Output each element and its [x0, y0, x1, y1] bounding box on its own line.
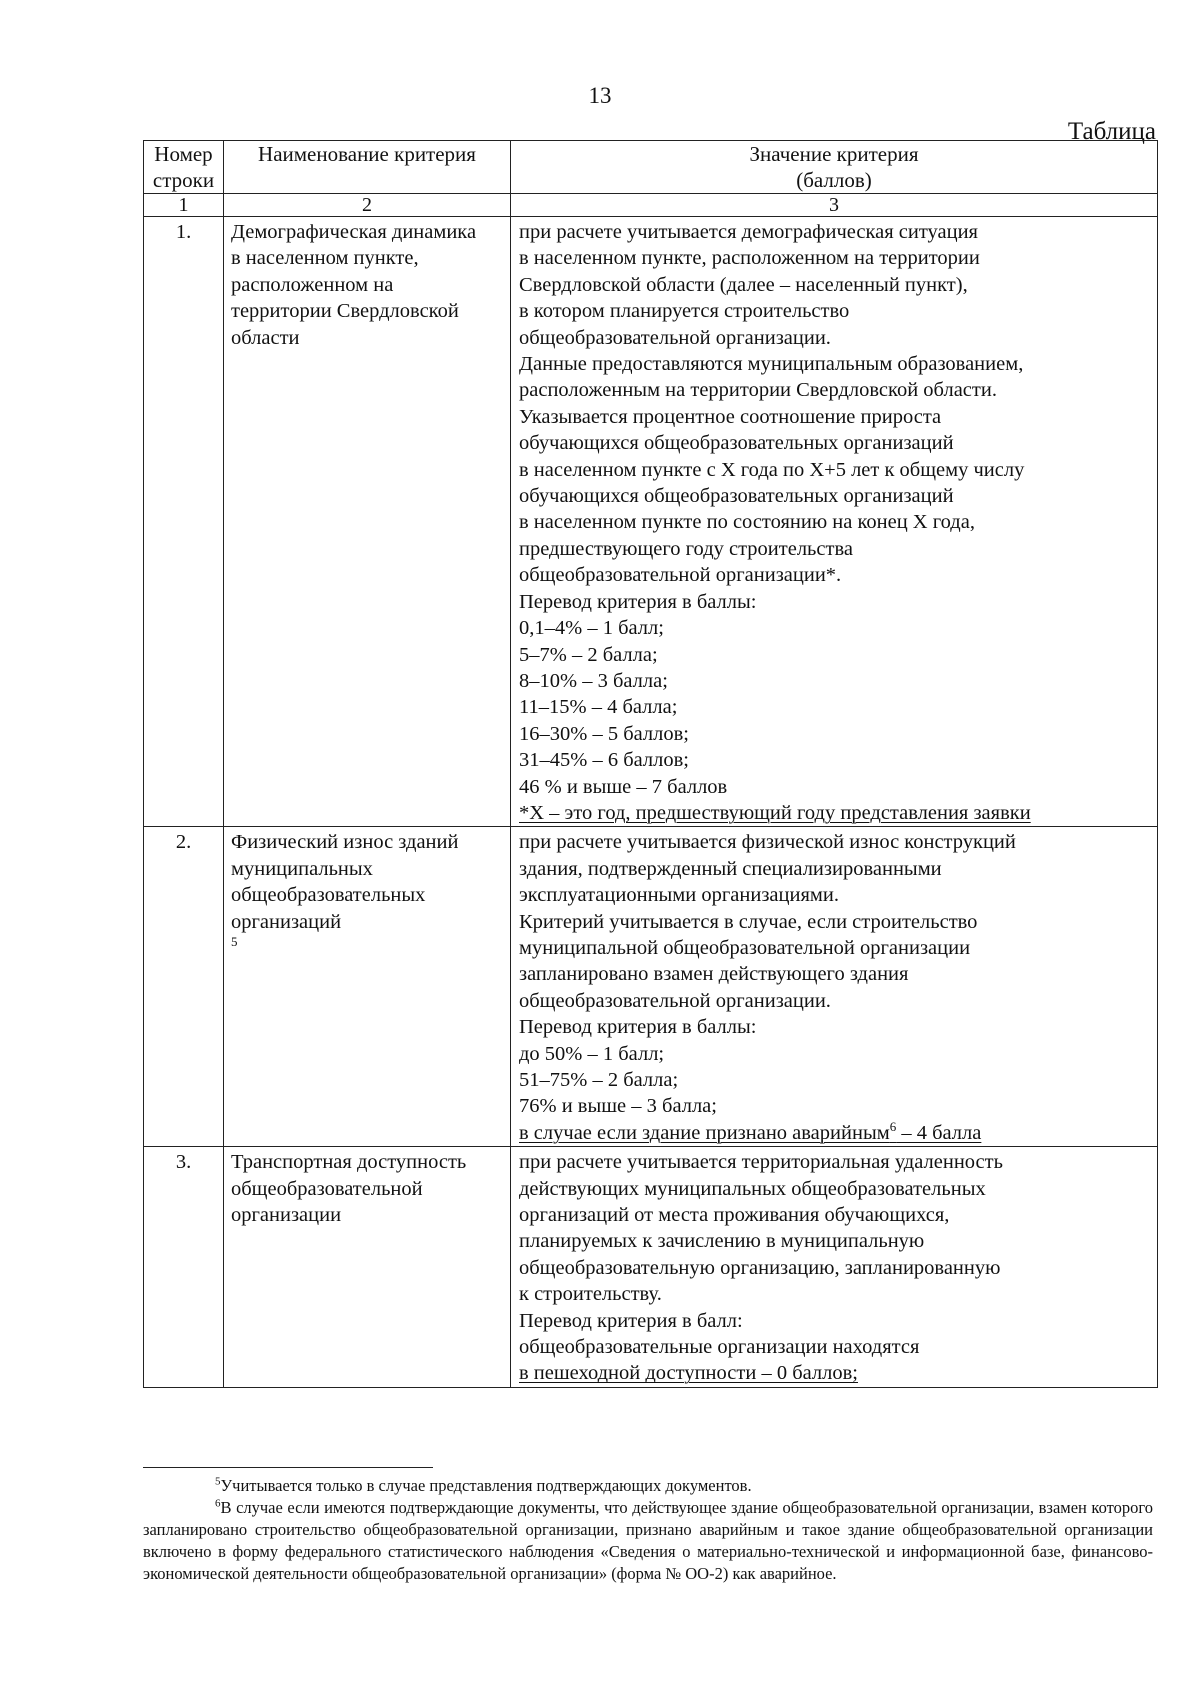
criterion-name-line: организаций — [231, 910, 342, 933]
value-line: планируемых к зачислению в муниципальную — [519, 1230, 925, 1253]
value-line: 16–30% – 5 баллов; — [519, 722, 689, 745]
criterion-name-line: Транспортная доступность — [231, 1151, 467, 1174]
col-index-1: 1 — [144, 194, 224, 217]
footnote-text: Учитывается только в случае представления подтверждающих документов. — [220, 1476, 752, 1495]
table-row — [144, 827, 1158, 1147]
value-line: в населенном пункте с X года по X+5 лет к общему числу — [519, 458, 1025, 481]
value-line: в котором планируется строительство — [519, 300, 850, 323]
table-row — [144, 1147, 1158, 1388]
criterion-name-line: Демографическая динамика — [231, 221, 477, 243]
value-line: Перевод критерия в баллы: — [519, 590, 757, 613]
header-row-number-line1: Номер — [154, 142, 213, 166]
criterion-name — [224, 217, 511, 827]
value-line: Указывается процентное соотношение прироста — [519, 405, 942, 428]
value-line: 0,1–4% – 1 балл; — [519, 617, 664, 640]
value-line: организаций от места проживания обучающихся, — [519, 1204, 950, 1227]
criterion-name-line: организации — [231, 1204, 342, 1227]
page-number: 13 — [588, 83, 612, 108]
criterion-name — [224, 1147, 511, 1388]
criterion-name-line: в населенном пункте, — [231, 247, 419, 270]
criterion-name-line: территории Свердловской — [231, 300, 459, 323]
col-index-3: 3 — [511, 194, 1158, 217]
value-line: 51–75% – 2 балла; — [519, 1069, 679, 1091]
value-line: 76% и выше – 3 балла; — [519, 1095, 717, 1118]
value-line: в пешеходной доступности – 0 баллов; — [519, 1362, 858, 1385]
criterion-value — [511, 1147, 1158, 1388]
footnote-separator — [143, 1467, 433, 1468]
criterion-value — [511, 217, 1158, 827]
table-header-row — [144, 141, 1158, 194]
value-line: предшествующего году строительства — [519, 537, 853, 560]
footnote-6 — [143, 1497, 1153, 1585]
value-line: здания, подтвержденный специализированными — [519, 857, 942, 880]
value-line: Свердловской области (далее – населенный пункт), — [519, 273, 968, 296]
row-number: 1. — [144, 217, 224, 827]
value-line-text: – 4 балла — [896, 1121, 982, 1144]
value-line: действующих муниципальных общеобразовательных — [519, 1177, 986, 1200]
value-line: Данные предоставляются муниципальным образованием, — [519, 353, 1024, 376]
header-criterion-value-line1: Значение критерия — [749, 142, 919, 166]
value-line: до 50% – 1 балл; — [519, 1042, 665, 1065]
criterion-name-line: области — [231, 326, 300, 349]
table-row — [144, 217, 1158, 827]
criterion-name-line: Физический износ зданий — [231, 831, 459, 854]
col-index-2: 2 — [224, 194, 511, 217]
value-line: к строительству. — [519, 1283, 662, 1306]
criterion-value — [511, 827, 1158, 1147]
footnote-5 — [143, 1475, 1153, 1497]
value-line: Перевод критерия в баллы: — [519, 1016, 757, 1039]
header-criterion-value-line2: (баллов) — [796, 168, 872, 192]
value-line: 11–15% – 4 балла; — [519, 696, 678, 719]
value-line: общеобразовательные организации находятся — [519, 1336, 920, 1359]
value-line — [519, 1120, 1151, 1146]
value-line: расположенным на территории Свердловской области. — [519, 379, 997, 402]
value-line: 46 % и выше – 7 баллов — [519, 775, 728, 798]
header-criterion-name — [224, 141, 511, 194]
header-row-number — [144, 141, 224, 194]
criterion-name-line: общеобразовательной — [231, 1177, 423, 1200]
value-line: при расчете учитывается физической износ конструкций — [519, 831, 1016, 854]
value-line: 31–45% – 6 баллов; — [519, 749, 689, 772]
header-criterion-value — [511, 141, 1158, 194]
value-line: 5–7% – 2 балла; — [519, 643, 658, 666]
value-line: при расчете учитывается демографическая ситуация — [519, 221, 978, 243]
table-index-row — [144, 194, 1158, 217]
value-line: общеобразовательной организации. — [519, 989, 831, 1012]
footnote-ref-6: 6 — [889, 1118, 897, 1134]
row-number: 2. — [144, 827, 224, 1147]
value-line: в населенном пункте, расположенном на территории — [519, 247, 980, 270]
value-line: обучающихся общеобразовательных организаций — [519, 432, 954, 455]
footnote-mark: 5 — [215, 1475, 221, 1488]
table-label: Таблица — [1067, 118, 1156, 145]
footnote-mark: 6 — [215, 1497, 221, 1510]
footnote-ref-5: 5 — [231, 934, 238, 950]
value-line: общеобразовательной организации*. — [519, 564, 842, 587]
value-line: запланировано взамен действующего здания — [519, 963, 909, 986]
value-line: муниципальной общеобразовательной организации — [519, 936, 971, 959]
value-line: обучающихся общеобразовательных организаций — [519, 485, 954, 508]
criteria-table — [143, 140, 1158, 1388]
value-line: в населенном пункте по состоянию на конец X года, — [519, 511, 975, 534]
value-line: Перевод критерия в балл: — [519, 1309, 743, 1332]
criterion-name — [224, 827, 511, 1147]
row-number: 3. — [144, 1147, 224, 1388]
header-criterion-name-text: Наименование критерия — [258, 142, 476, 166]
value-line: *X – это год, предшествующий году представления заявки — [519, 801, 1031, 824]
footnote-text: В случае если имеются подтверждающие документы, что действующее здание общеобразовательной организации, взамен которого запланировано строительство общеобразовательной организации, признано аварийным и такое здание общеобразовательной организации включено в форму федерального статистического наблюдения «Сведения о материально-технической и информационной базе, финансово-экономической деятельности общеобразовательной организации» (форма № ОО-2) как аварийное. — [143, 1498, 1153, 1583]
footnotes — [143, 1475, 1153, 1585]
value-line: эксплуатационными организациями. — [519, 884, 839, 907]
criterion-name-line: общеобразовательных — [231, 884, 426, 907]
header-row-number-line2: строки — [152, 168, 215, 192]
value-line-text: в случае если здание признано аварийным — [519, 1121, 890, 1144]
value-line: при расчете учитывается территориальная удаленность — [519, 1151, 1003, 1174]
value-line: Критерий учитывается в случае, если строительство — [519, 910, 978, 933]
value-line: общеобразовательную организацию, запланированную — [519, 1256, 1001, 1279]
criterion-name-line: муниципальных — [231, 857, 373, 880]
value-line: общеобразовательной организации. — [519, 326, 831, 349]
criterion-name-line: расположенном на — [231, 273, 394, 296]
value-line: 8–10% – 3 балла; — [519, 669, 668, 692]
